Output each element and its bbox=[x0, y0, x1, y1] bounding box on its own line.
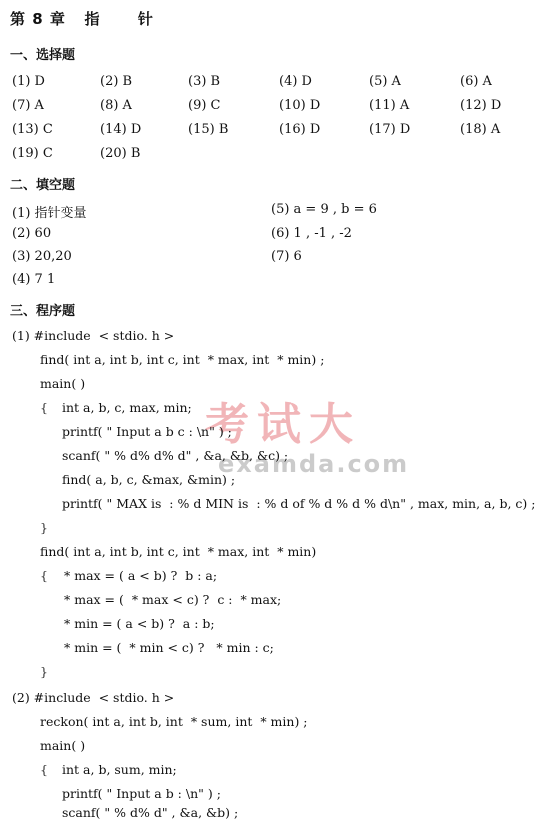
choice-answer: (9) C bbox=[188, 98, 221, 113]
choice-answer: (6) A bbox=[460, 74, 492, 89]
choice-answer: (20) B bbox=[100, 146, 141, 161]
code-line: * max = ( a < b) ? b : a; bbox=[64, 568, 218, 583]
fill-answer: (7) 6 bbox=[271, 249, 302, 264]
code-line: * min = ( * min < c) ? * min : c; bbox=[64, 640, 274, 655]
fill-answer: (1) 指针变量 bbox=[12, 206, 87, 221]
code-line: find( int a, int b, int c, int * max, int * min) ; bbox=[40, 352, 325, 367]
code-line: { bbox=[40, 762, 48, 777]
choice-answer: (16) D bbox=[279, 122, 321, 137]
section-choice-heading: 一、选择题 bbox=[10, 48, 76, 63]
code-line: scanf( " % d% d% d" , &a, &b, &c) ; bbox=[62, 448, 289, 463]
choice-answer: (18) A bbox=[460, 122, 501, 137]
code-line: main( ) bbox=[40, 376, 86, 391]
code-line: printf( " Input a b : \n" ) ; bbox=[62, 786, 221, 801]
code-line: (1) #include < stdio. h > bbox=[12, 328, 175, 343]
choice-answer: (1) D bbox=[12, 74, 45, 89]
code-line: main( ) bbox=[40, 738, 86, 753]
choice-answer: (17) D bbox=[369, 122, 411, 137]
section-fill-heading: 二、填空题 bbox=[10, 178, 76, 193]
choice-answer: (19) C bbox=[12, 146, 53, 161]
code-line: int a, b, c, max, min; bbox=[62, 400, 192, 415]
code-line: * max = ( * max < c) ? c : * max; bbox=[64, 592, 282, 607]
code-line: } bbox=[40, 520, 48, 535]
code-line: } bbox=[40, 664, 48, 679]
code-line: * min = ( a < b) ? a : b; bbox=[64, 616, 215, 631]
section-program-heading: 三、程序题 bbox=[10, 304, 76, 319]
choice-answer: (12) D bbox=[460, 98, 502, 113]
code-line: printf( " MAX is : % d MIN is : % d of % d % d % d\n" , max, min, a, b, c) ; bbox=[62, 496, 535, 511]
fill-answer: (5) a = 9 , b = 6 bbox=[271, 202, 377, 217]
fill-answer: (3) 20,20 bbox=[12, 249, 72, 264]
watermark-logo-en: examda.com bbox=[218, 450, 410, 478]
chapter-title: 第 8 章 指 针 bbox=[10, 10, 154, 28]
choice-answer: (15) B bbox=[188, 122, 229, 137]
choice-answer: (11) A bbox=[369, 98, 410, 113]
choice-answer: (10) D bbox=[279, 98, 321, 113]
watermark-logo-cn: 考试大 bbox=[205, 399, 361, 450]
fill-answer: (6) 1 , -1 , -2 bbox=[271, 226, 352, 241]
code-line: { bbox=[40, 400, 48, 415]
choice-answer: (7) A bbox=[12, 98, 44, 113]
code-line: { bbox=[40, 568, 48, 583]
code-line: find( int a, int b, int c, int * max, int * min) bbox=[40, 544, 317, 559]
choice-answer: (4) D bbox=[279, 74, 312, 89]
choice-answer: (8) A bbox=[100, 98, 132, 113]
fill-answer: (2) 60 bbox=[12, 226, 52, 241]
code-line: (2) #include < stdio. h > bbox=[12, 690, 175, 705]
choice-answer: (5) A bbox=[369, 74, 401, 89]
choice-answer: (2) B bbox=[100, 74, 133, 89]
choice-answer: (14) D bbox=[100, 122, 142, 137]
choice-answer: (13) C bbox=[12, 122, 53, 137]
code-line: reckon( int a, int b, int * sum, int * min) ; bbox=[40, 714, 308, 729]
choice-answer: (3) B bbox=[188, 74, 221, 89]
code-line: find( a, b, c, &max, &min) ; bbox=[62, 472, 236, 487]
code-line: printf( " Input a b c : \n" ) ; bbox=[62, 424, 232, 439]
code-line: scanf( " % d% d" , &a, &b) ; bbox=[62, 805, 239, 820]
fill-answer: (4) 7 1 bbox=[12, 272, 56, 287]
code-line: int a, b, sum, min; bbox=[62, 762, 177, 777]
